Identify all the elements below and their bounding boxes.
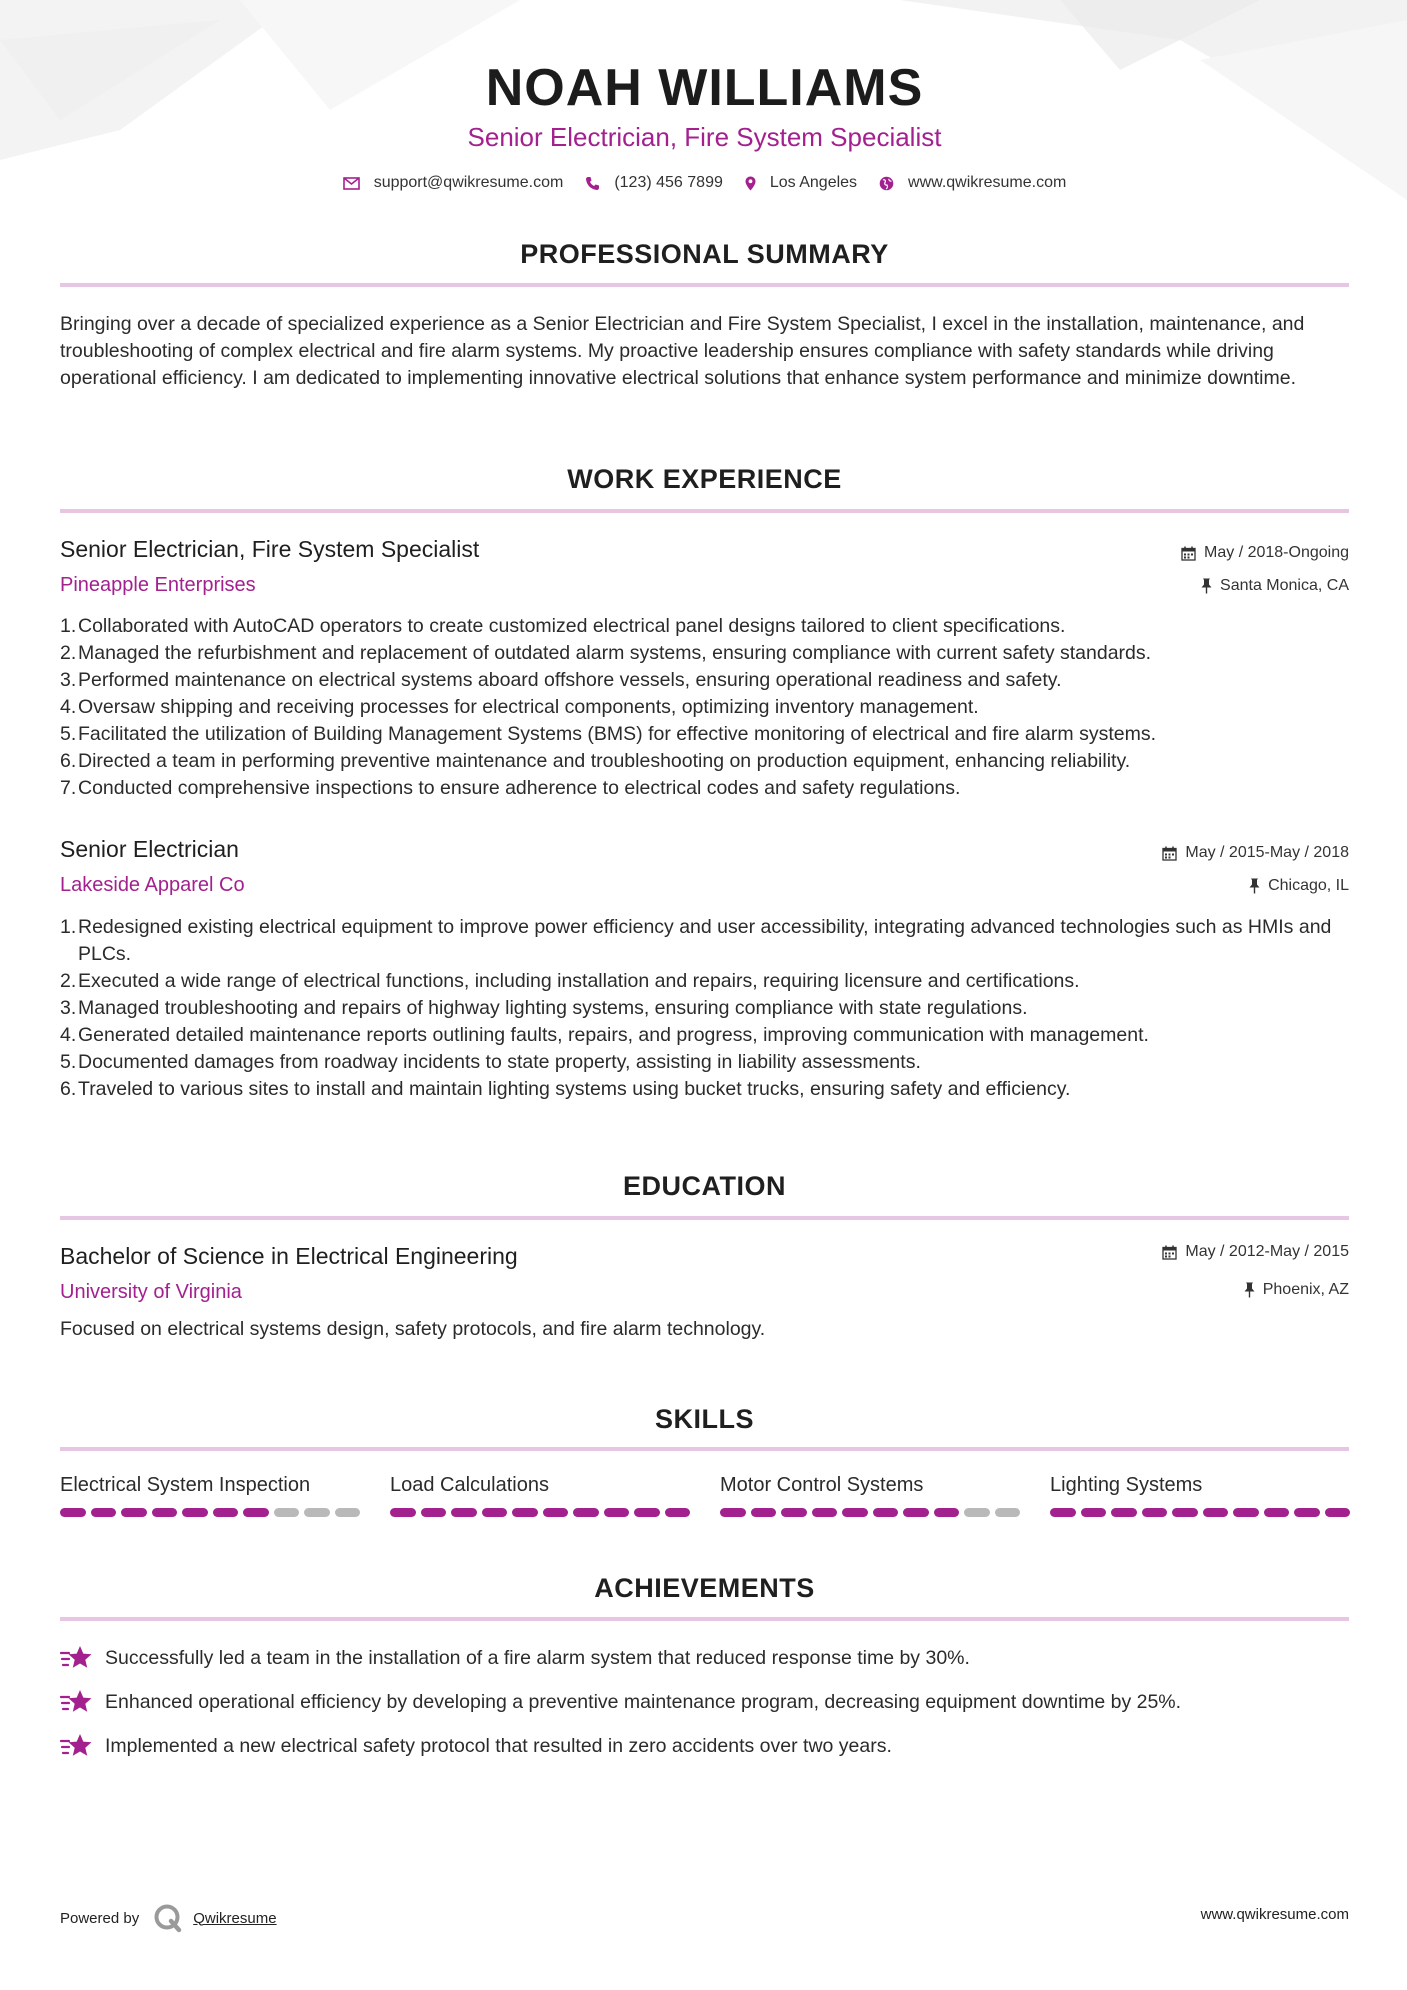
skill-segment-filled [751, 1508, 777, 1517]
responsibility-text: Managed troubleshooting and repairs of highway lighting systems, ensuring compliance with state regulations. [78, 997, 1028, 1019]
contact-row [60, 174, 1349, 192]
job-location-text: Chicago, IL [1268, 877, 1349, 894]
powered-by-label: Powered by [60, 1909, 140, 1927]
pushpin-icon [1249, 878, 1260, 894]
responsibility-text: Traveled to various sites to install and maintain lighting systems using bucket trucks, ensuring safety and efficiency. [78, 1078, 1071, 1100]
job-dates [1162, 844, 1349, 862]
skill-segment-filled [243, 1508, 269, 1517]
school-name: University of Virginia [60, 1281, 242, 1303]
section-divider [60, 1617, 1349, 1621]
envelope-icon [343, 177, 360, 190]
skill-segment-filled [634, 1508, 660, 1517]
skill-segment-filled [421, 1508, 447, 1517]
skill-segment-filled [390, 1508, 416, 1517]
skill-segment-filled [665, 1508, 691, 1517]
achievement-item [60, 1732, 892, 1760]
skill-segment-filled [934, 1508, 960, 1517]
responsibility-item [60, 613, 1349, 640]
responsibility-text: Facilitated the utilization of Building Management Systems (BMS) for effective monitoring of electrical and fire alarm systems. [78, 723, 1157, 745]
skill-item [1050, 1474, 1350, 1517]
skill-segment-filled [812, 1508, 838, 1517]
skill-item [60, 1474, 360, 1517]
responsibility-text: Redesigned existing electrical equipment to improve power efficiency and user accessibility, integrating advanced technologies such as HMIs and PLCs. [78, 916, 1332, 965]
job-title: Senior Electrician, Fire System Specialist [60, 536, 480, 562]
achievement-item [60, 1688, 1181, 1716]
job-location-text: Santa Monica, CA [1220, 577, 1349, 594]
job-location [1201, 577, 1349, 595]
skill-level-bar [60, 1508, 360, 1517]
responsibility-item [60, 721, 1349, 748]
contact-location [745, 174, 857, 192]
company-name: Lakeside Apparel Co [60, 874, 245, 896]
contact-email[interactable] [343, 174, 564, 192]
calendar-icon [1181, 546, 1196, 561]
responsibility-item [60, 667, 1349, 694]
section-title-achievements: ACHIEVEMENTS [594, 1573, 815, 1603]
qwikresume-logo-icon [153, 1903, 183, 1933]
skill-segment-filled [842, 1508, 868, 1517]
responsibility-text: Conducted comprehensive inspections to ensure adherence to electrical codes and safety regulations. [78, 777, 961, 799]
skill-segment-filled [1294, 1508, 1320, 1517]
skill-segment-empty [274, 1508, 300, 1517]
skill-segment-filled [91, 1508, 117, 1517]
skill-name: Motor Control Systems [720, 1474, 924, 1496]
responsibility-item [60, 914, 1349, 968]
skill-segment-empty [304, 1508, 330, 1517]
item-number: 6. [60, 750, 77, 772]
responsibility-item [60, 1049, 1349, 1076]
skill-segment-filled [573, 1508, 599, 1517]
star-icon [60, 1732, 93, 1760]
skill-segment-filled [482, 1508, 508, 1517]
job-location [1249, 877, 1349, 895]
section-divider [60, 1216, 1349, 1220]
skill-level-bar [720, 1508, 1020, 1517]
skill-segment-filled [720, 1508, 746, 1517]
responsibility-text: Documented damages from roadway incidents to state property, assisting in liability assessments. [78, 1051, 921, 1073]
job-dates-text: May / 2018-Ongoing [1204, 544, 1349, 561]
skill-segment-filled [152, 1508, 178, 1517]
phone-text: (123) 456 7899 [614, 174, 723, 191]
skill-segment-filled [873, 1508, 899, 1517]
location-text: Los Angeles [769, 174, 858, 191]
achievement-item [60, 1644, 970, 1672]
job-dates [1181, 544, 1349, 562]
education-dates-text: May / 2012-May / 2015 [1185, 1243, 1349, 1260]
contact-website[interactable] [879, 174, 1066, 192]
item-number: 6. [60, 1078, 77, 1100]
skill-item [390, 1474, 690, 1517]
star-icon [60, 1644, 93, 1672]
responsibility-text: Oversaw shipping and receiving processes for electrical components, optimizing inventory management. [78, 696, 979, 718]
calendar-icon [1162, 846, 1177, 861]
skill-segment-filled [1081, 1508, 1107, 1517]
skill-name: Lighting Systems [1050, 1474, 1203, 1496]
qwikresume-link[interactable]: Qwikresume [193, 1909, 277, 1927]
responsibility-text: Directed a team in performing preventive maintenance and troubleshooting on production equipment, enhancing reliability. [78, 750, 1131, 772]
section-title-summary: PROFESSIONAL SUMMARY [520, 239, 889, 269]
skill-segment-filled [1142, 1508, 1168, 1517]
contact-phone[interactable] [585, 174, 723, 192]
achievement-text: Successfully led a team in the installation of a fire alarm system that reduced response time by 30%. [105, 1646, 970, 1669]
skill-segment-filled [60, 1508, 86, 1517]
email-text: support@qwikresume.com [373, 174, 564, 191]
section-title-education: EDUCATION [623, 1171, 786, 1201]
skill-segment-filled [121, 1508, 147, 1517]
candidate-name: NOAH WILLIAMS [485, 59, 924, 117]
job-responsibilities-list [60, 914, 1349, 1103]
skill-level-bar [390, 1508, 690, 1517]
skill-segment-filled [182, 1508, 208, 1517]
responsibility-item [60, 1076, 1349, 1103]
education-dates [1162, 1243, 1349, 1261]
skill-segment-filled [451, 1508, 477, 1517]
education-location [1244, 1281, 1349, 1299]
responsibility-text: Executed a wide range of electrical functions, including installation and repairs, requiring licensure and certifications. [78, 970, 1080, 992]
item-number: 5. [60, 723, 77, 745]
item-number: 4. [60, 696, 77, 718]
pushpin-icon [1201, 578, 1212, 594]
skill-segment-filled [213, 1508, 239, 1517]
skill-segment-filled [781, 1508, 807, 1517]
responsibility-item [60, 694, 1349, 721]
item-number: 4. [60, 1024, 77, 1046]
responsibility-text: Collaborated with AutoCAD operators to create customized electrical panel designs tailored to client specifications. [78, 615, 1066, 637]
responsibility-text: Managed the refurbishment and replacement of outdated alarm systems, ensuring compliance with current safety standards. [78, 642, 1152, 664]
education-location-text: Phoenix, AZ [1262, 1281, 1349, 1298]
globe-icon [879, 176, 894, 191]
skill-segment-filled [903, 1508, 929, 1517]
section-divider [60, 1447, 1349, 1451]
item-number: 1. [60, 916, 77, 938]
calendar-icon [1162, 1245, 1177, 1260]
achievement-text: Implemented a new electrical safety protocol that resulted in zero accidents over two years. [105, 1734, 892, 1757]
job-responsibilities-list [60, 613, 1349, 802]
summary-text: Bringing over a decade of specialized experience as a Senior Electrician and Fire System Specialist, I excel in the installation, maintenance, and troubleshooting of complex electrical and fire alarm systems. My proactive leadership ensures compliance with safety standards while driving operational efficiency. I am dedicated to implementing innovative electrical solutions that enhance system performance and minimize downtime. [60, 313, 1305, 389]
job-title: Senior Electrician [60, 836, 239, 862]
section-divider [60, 283, 1349, 287]
pushpin-icon [1244, 1282, 1255, 1298]
skill-segment-filled [1111, 1508, 1137, 1517]
responsibility-text: Performed maintenance on electrical systems aboard offshore vessels, ensuring operational readiness and safety. [78, 669, 1062, 691]
skill-name: Electrical System Inspection [60, 1474, 311, 1496]
section-title-experience: WORK EXPERIENCE [567, 464, 842, 494]
skill-segment-filled [1203, 1508, 1229, 1517]
phone-icon [585, 176, 600, 191]
skill-level-bar [1050, 1508, 1350, 1517]
candidate-title: Senior Electrician, Fire System Specialist [467, 122, 942, 152]
section-title-skills: SKILLS [654, 1404, 754, 1434]
education-description: Focused on electrical systems design, safety protocols, and fire alarm technology. [60, 1318, 766, 1340]
responsibility-text: Generated detailed maintenance reports outlining faults, repairs, and progress, improving communication with management. [78, 1024, 1149, 1046]
map-pin-icon [745, 176, 756, 191]
degree-title: Bachelor of Science in Electrical Engineering [60, 1243, 518, 1269]
website-text: www.qwikresume.com [908, 174, 1067, 191]
item-number: 7. [60, 777, 77, 799]
header-background-decoration [0, 0, 1407, 240]
skill-segment-filled [512, 1508, 538, 1517]
item-number: 1. [60, 615, 77, 637]
responsibility-item [60, 775, 1349, 802]
job-dates-text: May / 2015-May / 2018 [1185, 844, 1349, 861]
footer-website[interactable]: www.qwikresume.com [1200, 1906, 1349, 1923]
skill-segment-filled [1233, 1508, 1259, 1517]
responsibility-item [60, 1022, 1349, 1049]
item-number: 2. [60, 970, 77, 992]
item-number: 3. [60, 669, 77, 691]
skill-segment-filled [543, 1508, 569, 1517]
responsibility-item [60, 640, 1349, 667]
skill-segment-filled [1325, 1508, 1351, 1517]
company-name: Pineapple Enterprises [60, 574, 256, 596]
item-number: 5. [60, 1051, 77, 1073]
skill-segment-empty [964, 1508, 990, 1517]
skill-item [720, 1474, 1020, 1517]
responsibility-item [60, 748, 1349, 775]
skill-segment-filled [1050, 1508, 1076, 1517]
skill-segment-filled [604, 1508, 630, 1517]
footer-powered-by [60, 1903, 277, 1933]
skill-segment-empty [995, 1508, 1021, 1517]
responsibility-item [60, 968, 1349, 995]
item-number: 3. [60, 997, 77, 1019]
skill-name: Load Calculations [390, 1474, 549, 1496]
responsibility-item [60, 995, 1349, 1022]
skill-segment-empty [335, 1508, 361, 1517]
item-number: 2. [60, 642, 77, 664]
skill-segment-filled [1264, 1508, 1290, 1517]
star-icon [60, 1688, 93, 1716]
section-divider [60, 509, 1349, 513]
achievement-text: Enhanced operational efficiency by developing a preventive maintenance program, decreasing equipment downtime by 25%. [105, 1690, 1182, 1713]
skill-segment-filled [1172, 1508, 1198, 1517]
